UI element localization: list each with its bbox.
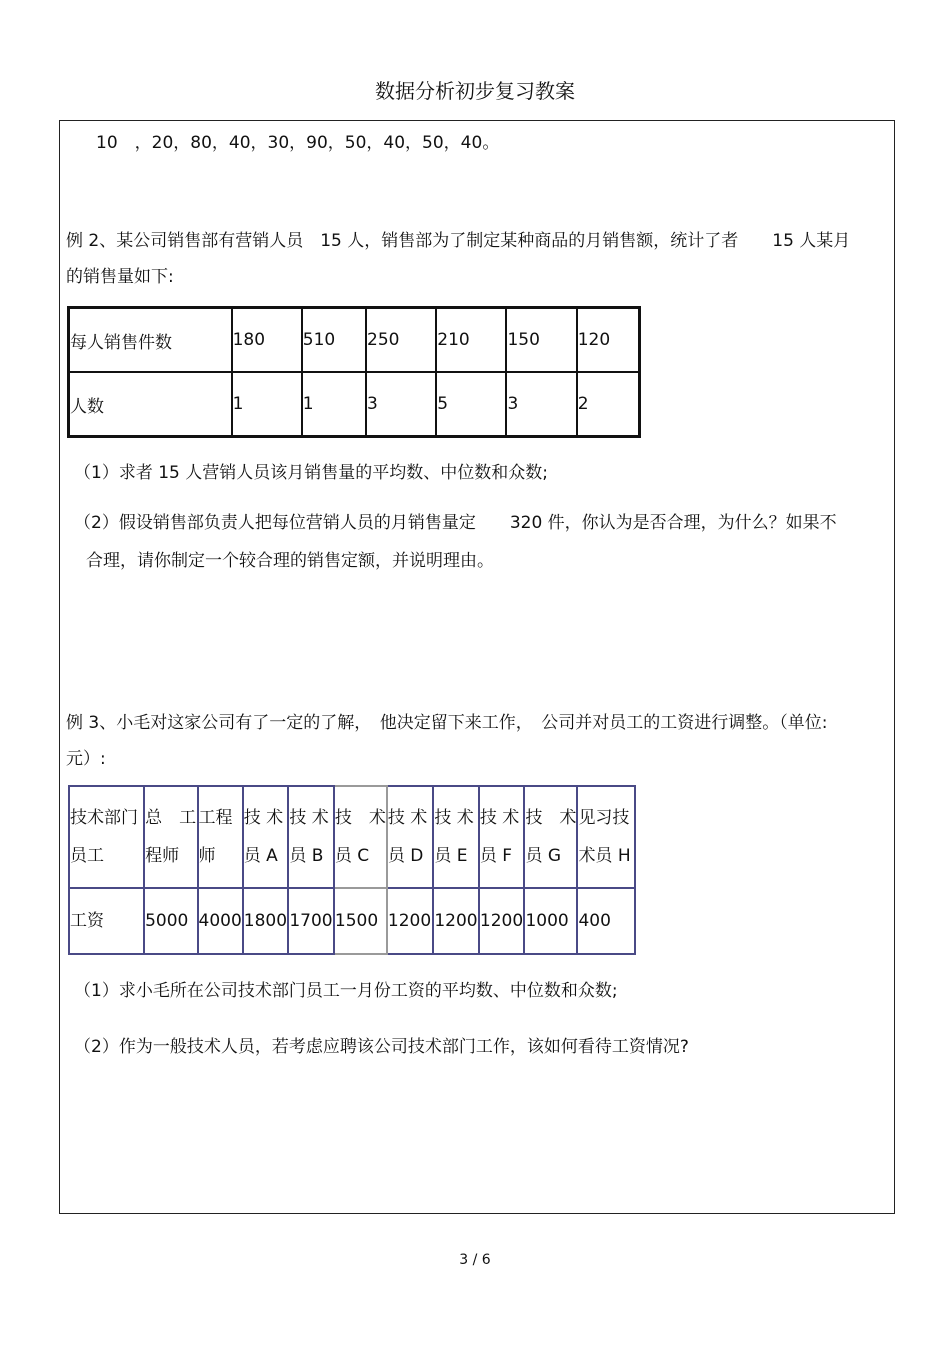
- header-line: 技 术: [387, 808, 428, 828]
- intro-data-line: 10 ，20，80，40，30，90，50，40，50，40。: [96, 133, 500, 153]
- table-cell: 3: [506, 372, 576, 437]
- header-line: 见习技: [578, 808, 630, 828]
- header-line: 师: [198, 846, 216, 866]
- header-line: 员 F: [479, 846, 513, 866]
- table-header-cell: [524, 786, 577, 888]
- table-cell: 4000: [198, 888, 243, 954]
- page-number: 3 / 6: [459, 1252, 491, 1268]
- table-header-cell: [144, 786, 197, 888]
- table-row: [69, 888, 635, 954]
- table-cell: 人数: [69, 372, 232, 437]
- header-line: 程师: [145, 846, 180, 866]
- salary-table: [68, 785, 636, 955]
- table-cell: 1: [232, 372, 302, 437]
- example2-text-line1: 例 2、某公司销售部有营销人员 15 人，销售部为了制定某种商品的月销售额，统计了者 15 人某月: [66, 231, 851, 251]
- table-cell: 1700: [288, 888, 334, 954]
- header-line: 技 术: [479, 808, 520, 828]
- table-cell: 1500: [334, 888, 387, 954]
- table-cell: 150: [506, 308, 576, 373]
- header-line: 技 术: [334, 808, 386, 828]
- table-cell: 400: [577, 888, 635, 954]
- table-row: [69, 786, 635, 888]
- table-cell: 5000: [144, 888, 197, 954]
- table-cell: 1200: [387, 888, 433, 954]
- table-cell: 工资: [69, 888, 144, 954]
- header-line: 术员 H: [578, 846, 631, 866]
- table-row: [69, 308, 640, 373]
- table-cell: 120: [577, 308, 640, 373]
- header-line: 技 术: [289, 808, 329, 828]
- table-header-cell: [577, 786, 635, 888]
- table-header-cell: [387, 786, 433, 888]
- page-title: 数据分析初步复习教案: [375, 79, 575, 103]
- table-header-cell: [198, 786, 243, 888]
- example2-question2-line2: 合理，请你制定一个较合理的销售定额，并说明理由。: [86, 551, 494, 571]
- sales-table: [67, 306, 641, 438]
- header-line: 工程: [198, 808, 233, 828]
- table-cell: 3: [366, 372, 436, 437]
- header-line: 技 术: [434, 808, 474, 828]
- example3-text-line1: 例 3、小毛对这家公司有了一定的了解， 他决定留下来工作， 公司并对员工的工资进行调整。（单位:: [66, 713, 828, 733]
- header-line: 总 工: [145, 808, 197, 828]
- header-line: 员 B: [289, 846, 324, 866]
- table-cell: 1: [302, 372, 366, 437]
- header-line: 员 D: [387, 846, 424, 866]
- table-cell: 180: [232, 308, 302, 373]
- table-header-cell: [479, 786, 525, 888]
- table-cell: 每人销售件数: [69, 308, 232, 373]
- table-cell: 1000: [524, 888, 577, 954]
- table-cell: 510: [302, 308, 366, 373]
- example2-question1: （1）求者 15 人营销人员该月销售量的平均数、中位数和众数;: [74, 463, 548, 483]
- table-header-cell: [69, 786, 144, 888]
- table-cell: 1800: [243, 888, 289, 954]
- table-cell: 210: [436, 308, 506, 373]
- table-header-cell: [243, 786, 289, 888]
- header-line: 员 A: [243, 846, 278, 866]
- header-line: 员 G: [525, 846, 562, 866]
- example2-question2-line1: （2）假设销售部负责人把每位营销人员的月销售量定 320 件，你认为是否合理，为什么？如果不: [74, 513, 837, 533]
- table-header-cell: [334, 786, 387, 888]
- example3-question1: （1）求小毛所在公司技术部门员工一月份工资的平均数、中位数和众数;: [74, 981, 618, 1001]
- table-cell: 5: [436, 372, 506, 437]
- table-row: [69, 372, 640, 437]
- header-line: 员 C: [334, 846, 370, 866]
- header-line: 员工: [70, 846, 104, 866]
- table-cell: 2: [577, 372, 640, 437]
- example2-text-line2: 的销售量如下:: [66, 267, 174, 287]
- example3-text-line2: 元）:: [66, 749, 106, 769]
- header-line: 技 术: [243, 808, 284, 828]
- table-header-cell: [288, 786, 334, 888]
- header-line: 技术部门: [70, 808, 138, 828]
- table-cell: 1200: [433, 888, 479, 954]
- table-header-cell: [433, 786, 479, 888]
- example3-question2: （2）作为一般技术人员，若考虑应聘该公司技术部门工作，该如何看待工资情况?: [74, 1037, 689, 1057]
- header-line: 技 术: [525, 808, 577, 828]
- header-line: 员 E: [434, 846, 468, 866]
- table-cell: 250: [366, 308, 436, 373]
- table-cell: 1200: [479, 888, 525, 954]
